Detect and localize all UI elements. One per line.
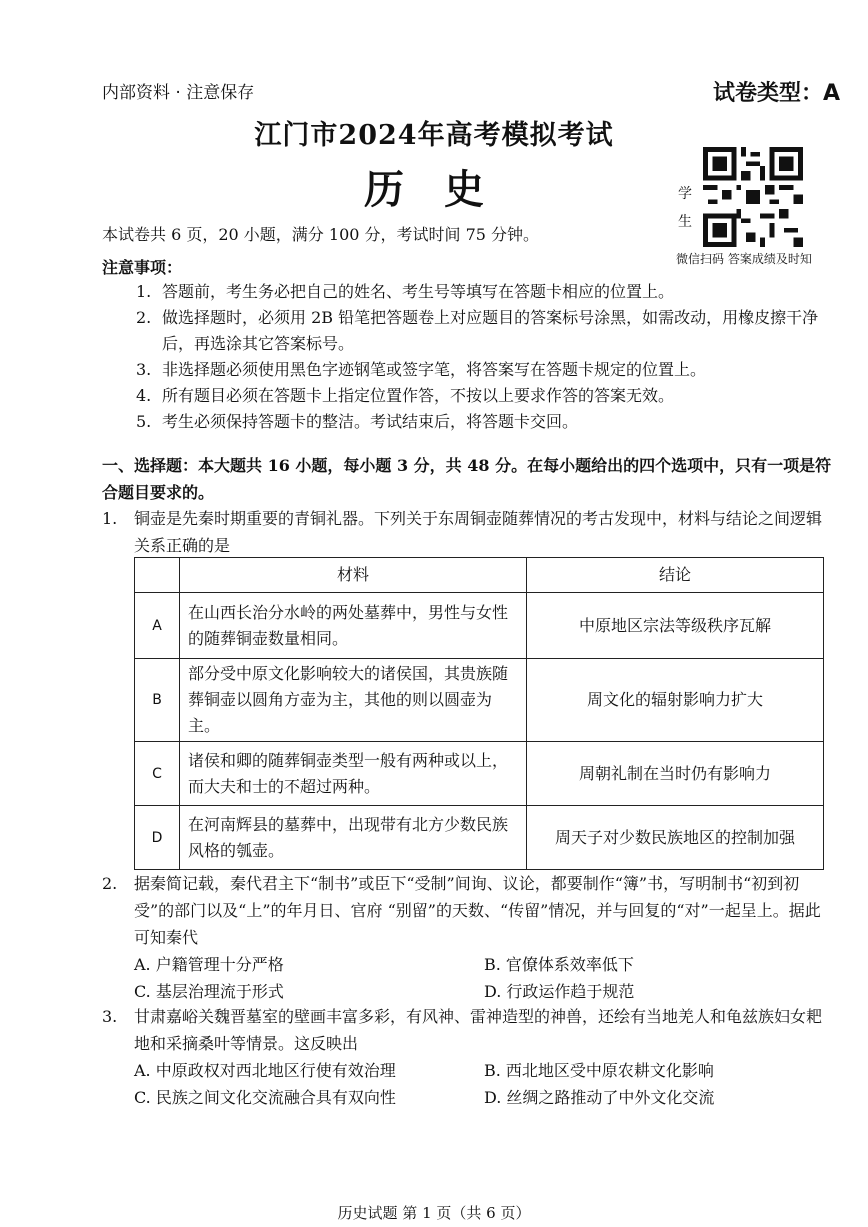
page-footer: 历史试题 第 1 页（共 6 页） <box>337 1204 531 1222</box>
table-row <box>135 659 824 742</box>
row-material: 在山西长治分水岭的两处墓葬中，男性与女性的随葬铜壶数量相同。 <box>180 593 527 659</box>
row-material: 诸侯和卿的随葬铜壶类型一般有两种或以上，而大夫和士的不超过两种。 <box>180 742 527 806</box>
notice-item: 5. 考生必须保持答题卡的整洁。考试结束后，将答题卡交回。 <box>136 412 579 431</box>
notice-item: 1. 答题前，考生务必把自己的姓名、考生号等填写在答题卡相应的位置上。 <box>136 282 675 301</box>
option-a[interactable]: A. 户籍管理十分严格 <box>134 955 284 974</box>
option-b[interactable]: B. 官僚体系效率低下 <box>484 955 634 974</box>
table-row <box>135 742 824 806</box>
notice-item: 4. 所有题目必须在答题卡上指定位置作答，不按以上要求作答的答案无效。 <box>136 386 675 405</box>
option-list <box>134 951 828 1005</box>
option-b[interactable]: B. 西北地区受中原农耕文化影响 <box>484 1061 714 1080</box>
material-table <box>134 557 824 870</box>
question-3 <box>102 1003 828 1111</box>
question-stem: 据秦简记载，秦代君主下“制书”或臣下“受制”间询、议论，都要制作“簿”书，写明制书“初到初受”的部门以及“上”的年月日、官府 “别留”的天数、“传留”情况，并与回复的“对”一起呈上。据此可知秦代 <box>134 874 821 947</box>
qr-code-icon[interactable] <box>701 147 805 247</box>
option-c[interactable]: C. 基层治理流于形式 <box>134 982 284 1001</box>
question-number: 3. <box>102 1007 118 1026</box>
row-conclusion: 周朝礼制在当时仍有影响力 <box>527 742 824 806</box>
internal-notice: 内部资料 · 注意保存 <box>102 83 255 103</box>
question-stem: 铜壶是先秦时期重要的青铜礼器。下列关于东周铜壶随葬情况的考古发现中，材料与结论之间逻辑关系正确的是 <box>134 509 823 555</box>
column-header-conclusion: 结论 <box>527 558 824 593</box>
exam-info: 本试卷共 6 页，20 小题，满分 100 分，考试时间 75 分钟。 <box>102 225 540 244</box>
qr-side-label-2: 生 <box>678 214 692 230</box>
row-conclusion: 周文化的辐射影响力扩大 <box>527 659 824 742</box>
notice-item: 3. 非选择题必须使用黑色字迹钢笔或签字笔，将答案写在答题卡规定的位置上。 <box>136 360 707 379</box>
option-c[interactable]: C. 民族之间文化交流融合具有双向性 <box>134 1088 396 1107</box>
question-number: 1. <box>102 509 118 528</box>
exam-title: 江门市2024年高考模拟考试 <box>254 120 614 151</box>
row-label: C <box>135 742 180 806</box>
qr-caption: 微信扫码 答案成绩及时知 <box>676 252 812 266</box>
table-row <box>135 593 824 659</box>
option-d[interactable]: D. 行政运作趋于规范 <box>484 982 635 1001</box>
question-stem: 甘肃嘉峪关魏晋墓室的壁画丰富多彩，有风神、雷神造型的神兽，还绘有当地羌人和龟兹族妇女耙地和采摘桑叶等情景。这反映出 <box>134 1007 823 1053</box>
question-2 <box>102 870 828 1005</box>
table-header-row <box>135 558 824 593</box>
qr-side-label-1: 学 <box>678 186 692 202</box>
paper-type: 试卷类型：A <box>712 81 840 106</box>
subject-title: 历史 <box>364 166 524 213</box>
qr-side-label <box>678 180 694 236</box>
notice-list <box>136 279 836 435</box>
row-label: D <box>135 806 180 870</box>
table-row <box>135 806 824 870</box>
option-list <box>134 1057 828 1111</box>
notice-heading: 注意事项： <box>102 258 183 277</box>
option-a[interactable]: A. 中原政权对西北地区行使有效治理 <box>134 1061 396 1080</box>
row-conclusion: 中原地区宗法等级秩序瓦解 <box>527 593 824 659</box>
question-number: 2. <box>102 874 118 893</box>
section-heading: 一、选择题：本大题共 16 小题，每小题 3 分，共 48 分。在每小题给出的四个选项中，只有一项是符合题目要求的。 <box>102 456 832 502</box>
row-material: 部分受中原文化影响较大的诸侯国，其贵族随葬铜壶以圆角方壶为主，其他的则以圆壶为主。 <box>180 659 527 742</box>
row-conclusion: 周天子对少数民族地区的控制加强 <box>527 806 824 870</box>
row-label: A <box>135 593 180 659</box>
question-1 <box>102 505 828 559</box>
row-label: B <box>135 659 180 742</box>
row-material: 在河南辉县的墓葬中，出现带有北方少数民族风格的瓠壶。 <box>180 806 527 870</box>
column-header-material: 材料 <box>180 558 527 593</box>
notice-item: 2. 做选择题时，必须用 2B 铅笔把答题卷上对应题目的答案标号涂黑，如需改动，用橡皮擦干净后，再选涂其它答案标号。 <box>136 308 819 353</box>
option-d[interactable]: D. 丝绸之路推动了中外文化交流 <box>484 1088 715 1107</box>
